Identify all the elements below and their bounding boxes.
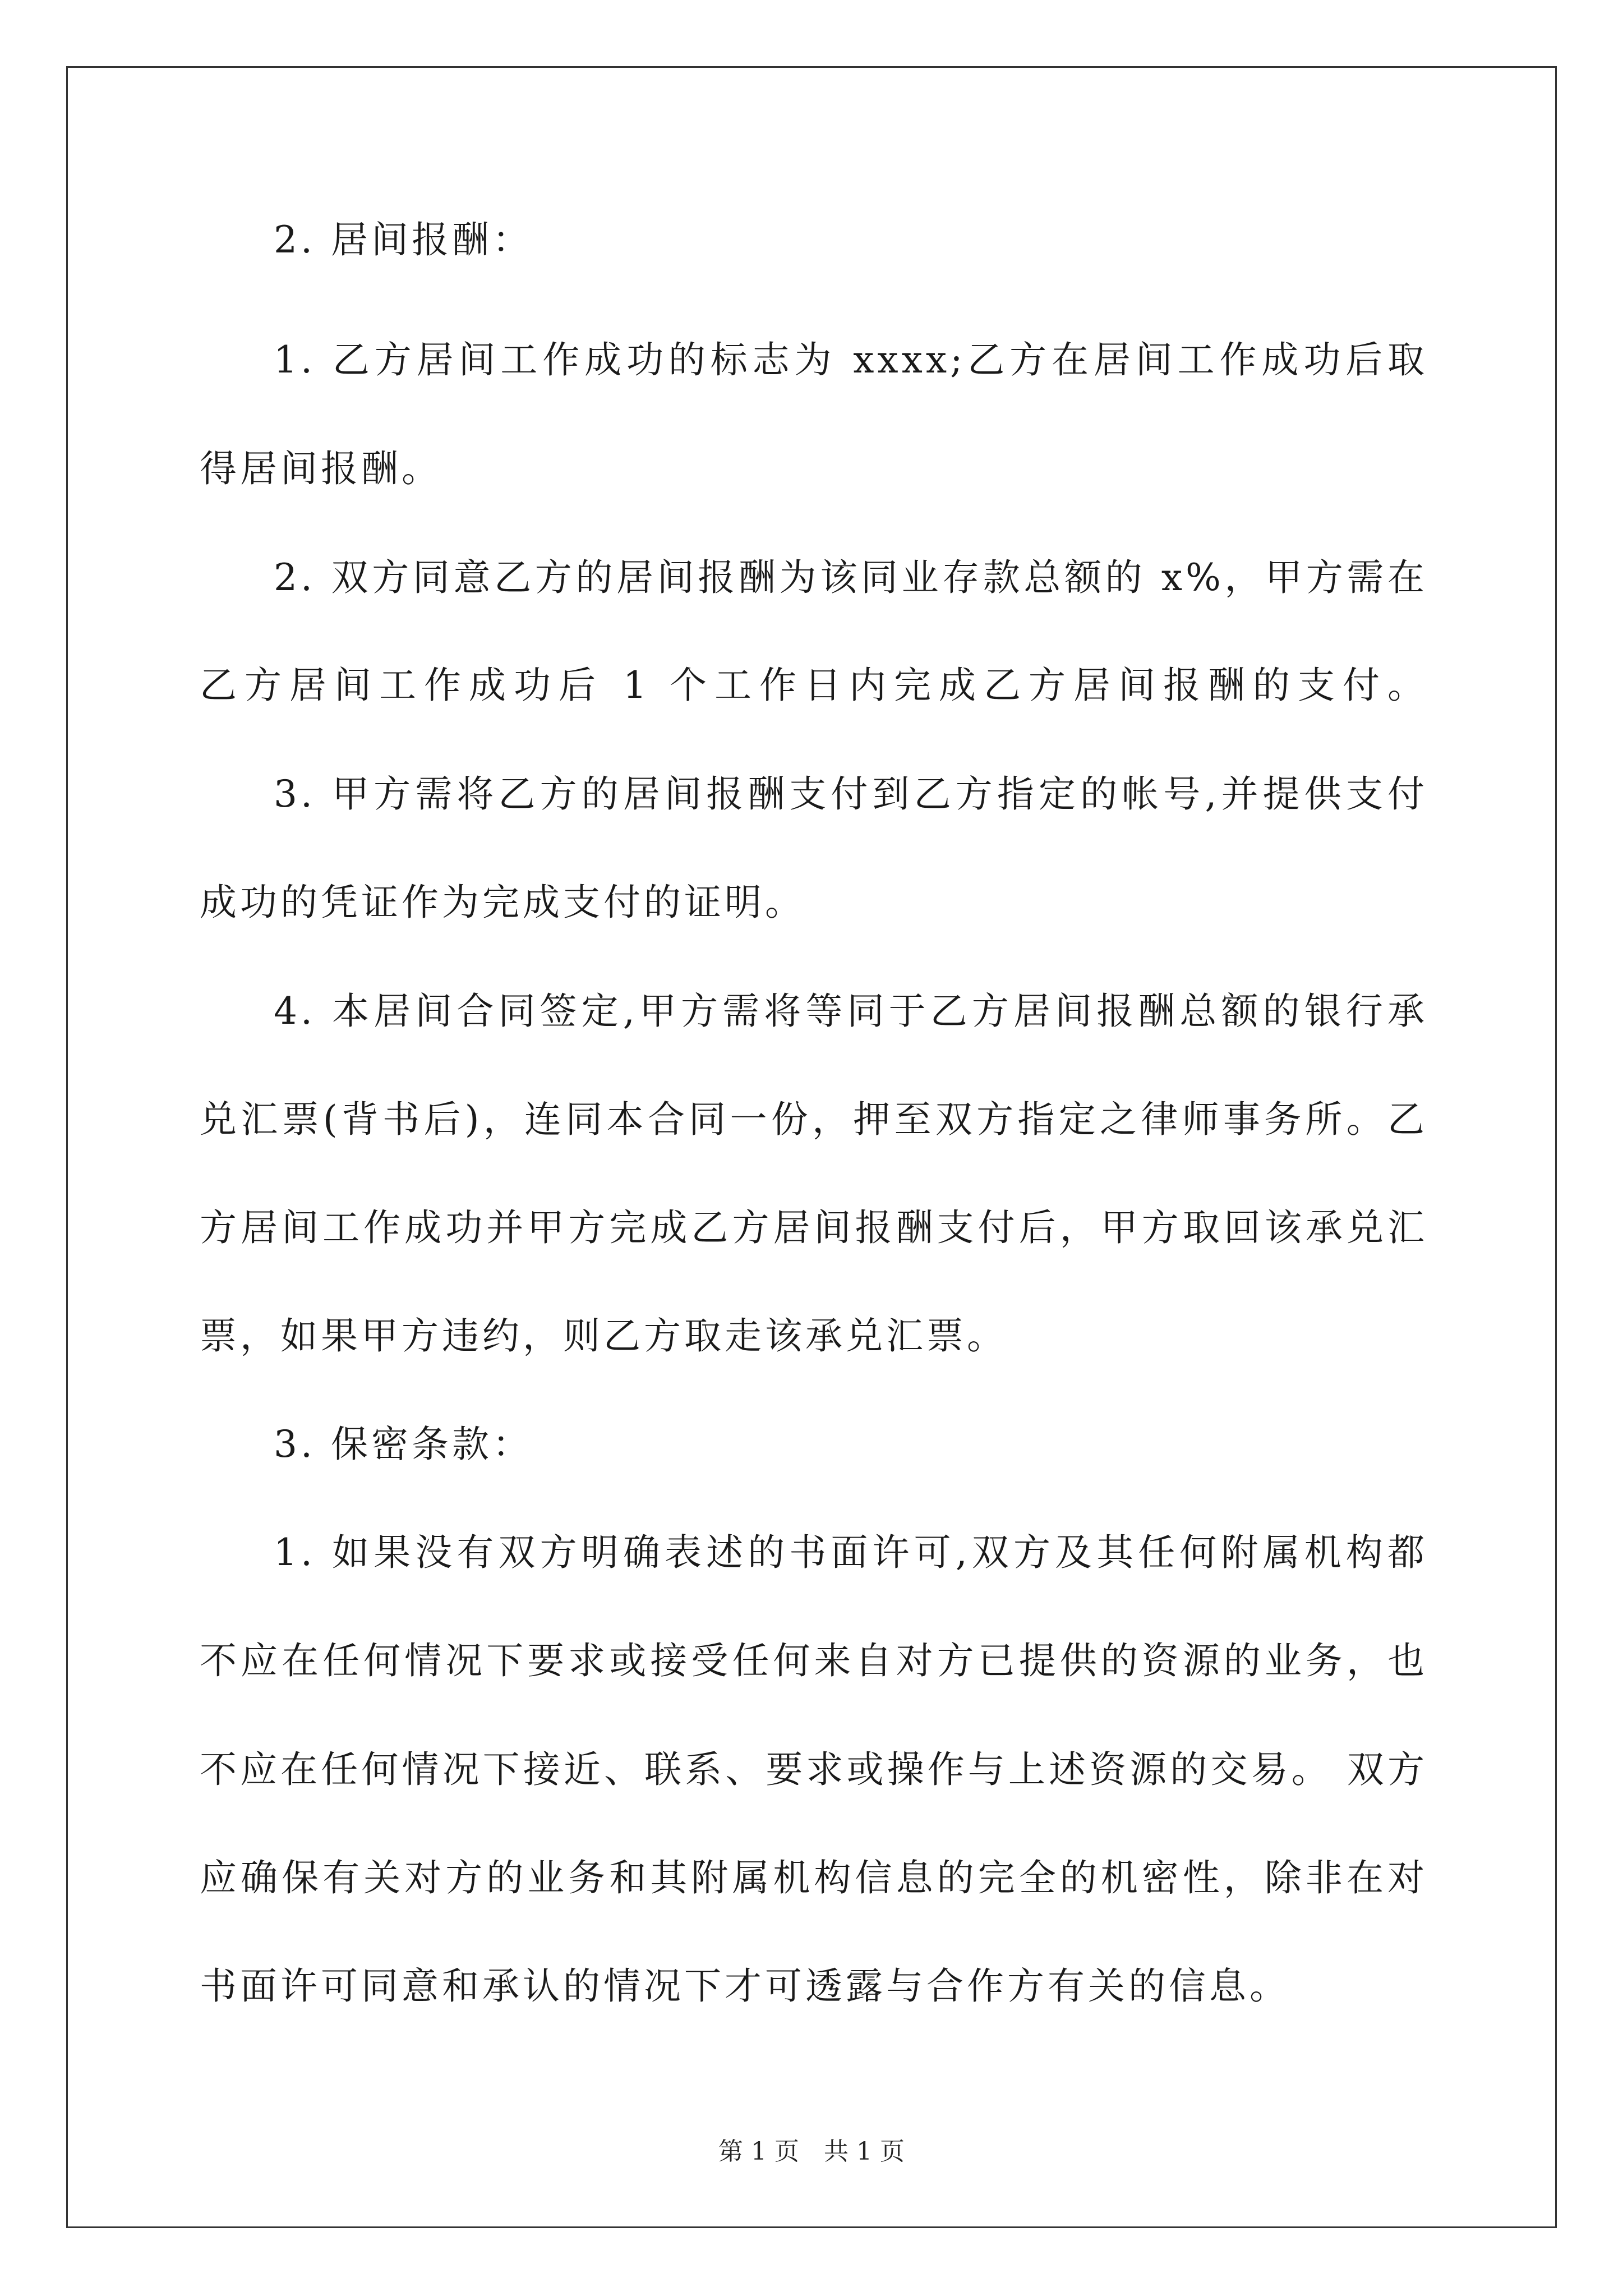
paragraph-line: 乙方居间工作成功后 1 个工作日内完成乙方居间报酬的支付。 [200, 664, 1428, 707]
paragraph-line: 书面许可同意和承认的情况下才可透露与合作方有关的信息。 [200, 1964, 1290, 2008]
paragraph-line: 票，如果甲方违约，则乙方取走该承兑汇票。 [200, 1314, 1007, 1358]
paragraph-line: 兑汇票(背书后)，连同本合同一份，押至双方指定之律师事务所。乙 [200, 1098, 1428, 1141]
paragraph-line: 不应在任何情况下接近、联系、要求或操作与上述资源的交易。 双方 [200, 1748, 1428, 1791]
paragraph-line: 成功的凭证作为完成支付的证明。 [200, 881, 805, 924]
paragraph-line: 不应在任何情况下要求或接受任何来自对方已提供的资源的业务，也 [200, 1639, 1428, 1682]
page-number-footer: 第 1 页 共 1 页 [718, 2137, 905, 2166]
paragraph-line: 3. 甲方需将乙方的居间报酬支付到乙方指定的帐号,并提供支付 [274, 772, 1428, 816]
section-heading-remuneration: 2. 居间报酬： [274, 218, 533, 261]
paragraph-line: 应确保有关对方的业务和其附属机构信息的完全的机密性，除非在对 [200, 1856, 1428, 1899]
paragraph-line: 得居间报酬。 [200, 447, 442, 490]
section-heading-confidentiality: 3. 保密条款： [274, 1423, 533, 1466]
paragraph-line: 1. 乙方居间工作成功的标志为 xxxx;乙方在居间工作成功后取 [274, 338, 1428, 381]
paragraph-line: 2. 双方同意乙方的居间报酬为该同业存款总额的 x%，甲方需在 [274, 556, 1428, 599]
paragraph-line: 4. 本居间合同签定,甲方需将等同于乙方居间报酬总额的银行承 [274, 990, 1428, 1033]
paragraph-line: 1. 如果没有双方明确表述的书面许可,双方及其任何附属机构都 [274, 1531, 1428, 1574]
paragraph-line: 方居间工作成功并甲方完成乙方居间报酬支付后，甲方取回该承兑汇 [200, 1206, 1428, 1249]
